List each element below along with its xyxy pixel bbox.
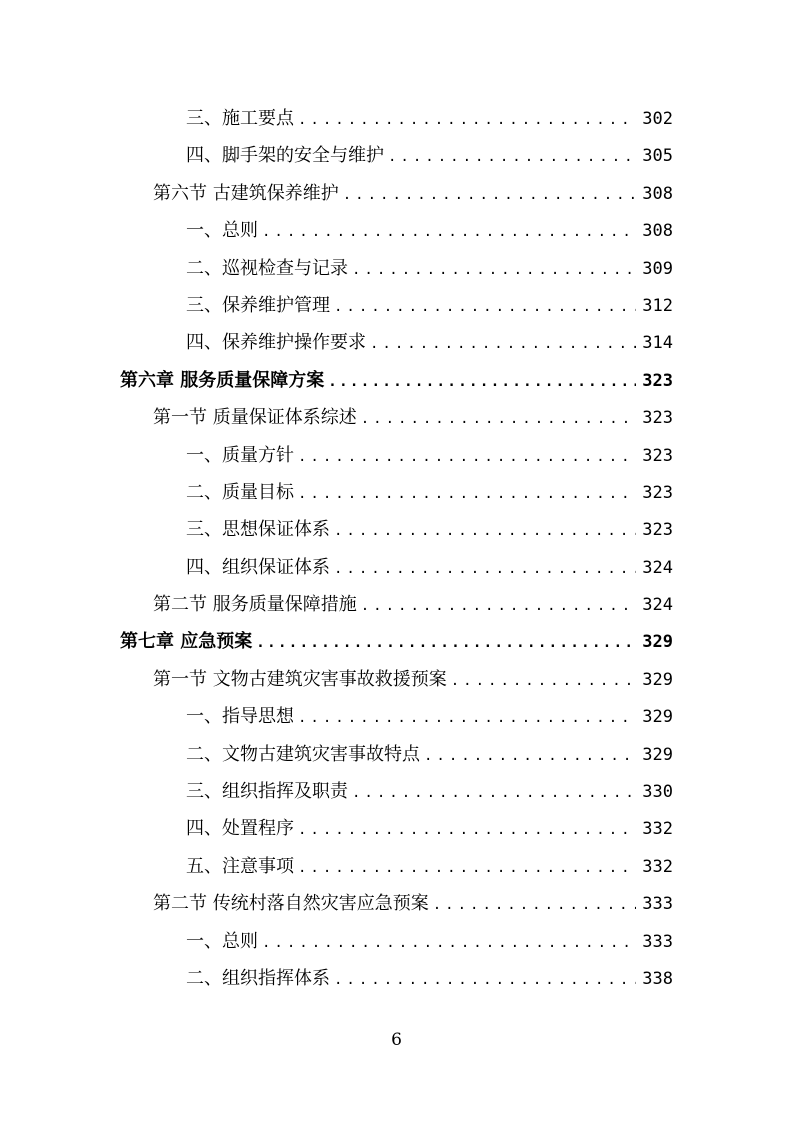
toc-entry-title: 四、组织保证体系	[186, 556, 330, 578]
toc-dot-leader	[352, 775, 636, 812]
toc-entry-line	[186, 212, 673, 251]
toc-dot-leader	[298, 812, 636, 849]
toc-entry-title: 一、总则	[186, 220, 258, 242]
toc-entry-page: 308	[642, 183, 673, 204]
toc-entry[interactable]	[0, 212, 793, 249]
toc-entry-line	[186, 549, 673, 588]
table-of-contents	[0, 100, 793, 997]
toc-entry[interactable]	[0, 287, 793, 324]
toc-entry-line	[186, 287, 673, 326]
toc-entry-page: 302	[642, 109, 673, 129]
toc-entry[interactable]	[0, 324, 793, 361]
toc-entry[interactable]	[0, 474, 793, 511]
toc-entry[interactable]	[0, 100, 793, 137]
toc-entry-title: 二、文物古建筑灾害事故特点	[186, 743, 420, 765]
toc-entry[interactable]	[0, 923, 793, 960]
toc-entry[interactable]	[0, 399, 793, 436]
toc-entry[interactable]	[0, 586, 793, 623]
toc-entry-line	[153, 175, 673, 214]
toc-entry-page: 323	[642, 445, 673, 466]
toc-entry-title: 一、质量方针	[186, 444, 294, 466]
toc-entry-title: 三、保养维护管理	[186, 294, 330, 316]
toc-dot-leader	[370, 326, 636, 363]
toc-dot-leader	[298, 476, 636, 513]
toc-entry[interactable]	[0, 437, 793, 474]
toc-entry-line	[186, 437, 673, 476]
toc-entry-line	[120, 623, 673, 662]
toc-dot-leader	[352, 252, 636, 289]
toc-entry-page: 305	[642, 146, 673, 167]
toc-dot-leader	[433, 887, 637, 924]
toc-entry-title: 二、质量目标	[186, 481, 294, 503]
toc-dot-leader	[343, 177, 637, 214]
toc-entry[interactable]	[0, 960, 793, 997]
toc-entry-page: 314	[642, 333, 673, 354]
toc-entry-page: 323	[642, 482, 673, 503]
toc-entry-title: 三、施工要点	[186, 108, 294, 129]
toc-entry-page: 332	[642, 856, 673, 877]
toc-entry-line	[186, 848, 673, 887]
toc-entry-line	[186, 511, 673, 550]
toc-entry[interactable]	[0, 511, 793, 548]
toc-entry[interactable]	[0, 250, 793, 287]
toc-entry-page: 323	[642, 408, 673, 429]
toc-dot-leader	[298, 850, 636, 887]
toc-entry-line	[153, 661, 673, 700]
toc-entry-title: 第一节 文物古建筑灾害事故救援预案	[153, 668, 447, 690]
toc-entry-title: 二、巡视检查与记录	[186, 257, 348, 279]
toc-dot-leader	[298, 102, 636, 139]
toc-dot-leader	[298, 700, 636, 737]
toc-entry-line	[186, 960, 673, 999]
toc-entry[interactable]	[0, 736, 793, 773]
toc-entry-page: 329	[642, 669, 673, 690]
toc-entry-title: 第六章 服务质量保障方案	[120, 369, 325, 391]
toc-dot-leader	[328, 364, 636, 401]
toc-entry[interactable]	[0, 885, 793, 922]
toc-dot-leader	[451, 663, 637, 700]
toc-entry-title: 一、总则	[186, 930, 258, 952]
toc-entry-line	[153, 586, 673, 625]
toc-entry[interactable]	[0, 549, 793, 586]
toc-entry[interactable]	[0, 848, 793, 885]
toc-entry-page: 329	[642, 744, 673, 765]
toc-entry-page: 338	[642, 968, 673, 989]
toc-entry-page: 309	[642, 258, 673, 279]
toc-entry-page: 323	[642, 520, 673, 541]
toc-entry-title: 第六节 古建筑保养维护	[153, 182, 339, 204]
toc-dot-leader	[361, 401, 637, 438]
toc-dot-leader	[256, 625, 636, 662]
toc-dot-leader	[388, 139, 636, 176]
toc-entry-line	[186, 810, 673, 849]
toc-entry-line	[186, 100, 673, 139]
toc-entry[interactable]	[0, 661, 793, 698]
toc-entry-line	[186, 137, 673, 176]
toc-entry-line	[186, 324, 673, 363]
toc-entry-title: 四、脚手架的安全与维护	[186, 145, 384, 167]
toc-entry-line	[186, 773, 673, 812]
toc-entry-page: 333	[642, 931, 673, 952]
toc-entry-title: 四、处置程序	[186, 818, 294, 840]
toc-entry-title: 第二节 传统村落自然灾害应急预案	[153, 893, 429, 915]
toc-entry-page: 324	[642, 595, 673, 616]
toc-entry-line	[186, 923, 673, 962]
toc-entry-title: 第二节 服务质量保障措施	[153, 594, 357, 616]
toc-entry-title: 五、注意事项	[186, 855, 294, 877]
toc-dot-leader	[334, 551, 636, 588]
toc-entry-page: 332	[642, 819, 673, 840]
toc-entry[interactable]	[0, 773, 793, 810]
toc-entry-line	[186, 250, 673, 289]
toc-entry-page: 312	[642, 295, 673, 316]
toc-dot-leader	[262, 925, 636, 962]
toc-entry-line	[186, 698, 673, 737]
toc-entry[interactable]	[0, 810, 793, 847]
toc-entry-line	[153, 885, 673, 924]
toc-entry-page: 324	[642, 557, 673, 578]
toc-dot-leader	[334, 289, 636, 326]
toc-entry-page: 323	[642, 370, 673, 391]
toc-entry[interactable]	[0, 362, 793, 399]
toc-entry-line	[153, 399, 673, 438]
toc-entry-title: 二、组织指挥体系	[186, 967, 330, 989]
toc-dot-leader	[424, 738, 636, 775]
toc-entry-line	[186, 736, 673, 775]
toc-entry-title: 四、保养维护操作要求	[186, 332, 366, 354]
toc-entry-title: 第一节 质量保证体系综述	[153, 407, 357, 429]
toc-dot-leader	[334, 513, 636, 550]
page-number: 6	[391, 1030, 402, 1050]
toc-entry-line	[186, 474, 673, 513]
toc-entry-title: 一、指导思想	[186, 706, 294, 728]
toc-entry[interactable]	[0, 698, 793, 735]
toc-entry-page: 329	[642, 632, 673, 653]
toc-entry[interactable]	[0, 137, 793, 174]
toc-entry-title: 三、思想保证体系	[186, 519, 330, 541]
toc-entry-title: 三、组织指挥及职责	[186, 781, 348, 803]
toc-entry-page: 330	[642, 782, 673, 803]
toc-entry-title: 第七章 应急预案	[120, 631, 253, 653]
toc-entry[interactable]	[0, 623, 793, 660]
toc-entry-page: 333	[642, 894, 673, 915]
toc-entry-page: 329	[642, 707, 673, 728]
toc-entry-line	[120, 362, 673, 401]
toc-dot-leader	[361, 588, 637, 625]
toc-dot-leader	[262, 214, 636, 251]
toc-dot-leader	[334, 962, 636, 999]
toc-entry[interactable]	[0, 175, 793, 212]
toc-entry-page: 308	[642, 221, 673, 242]
toc-dot-leader	[298, 439, 636, 476]
